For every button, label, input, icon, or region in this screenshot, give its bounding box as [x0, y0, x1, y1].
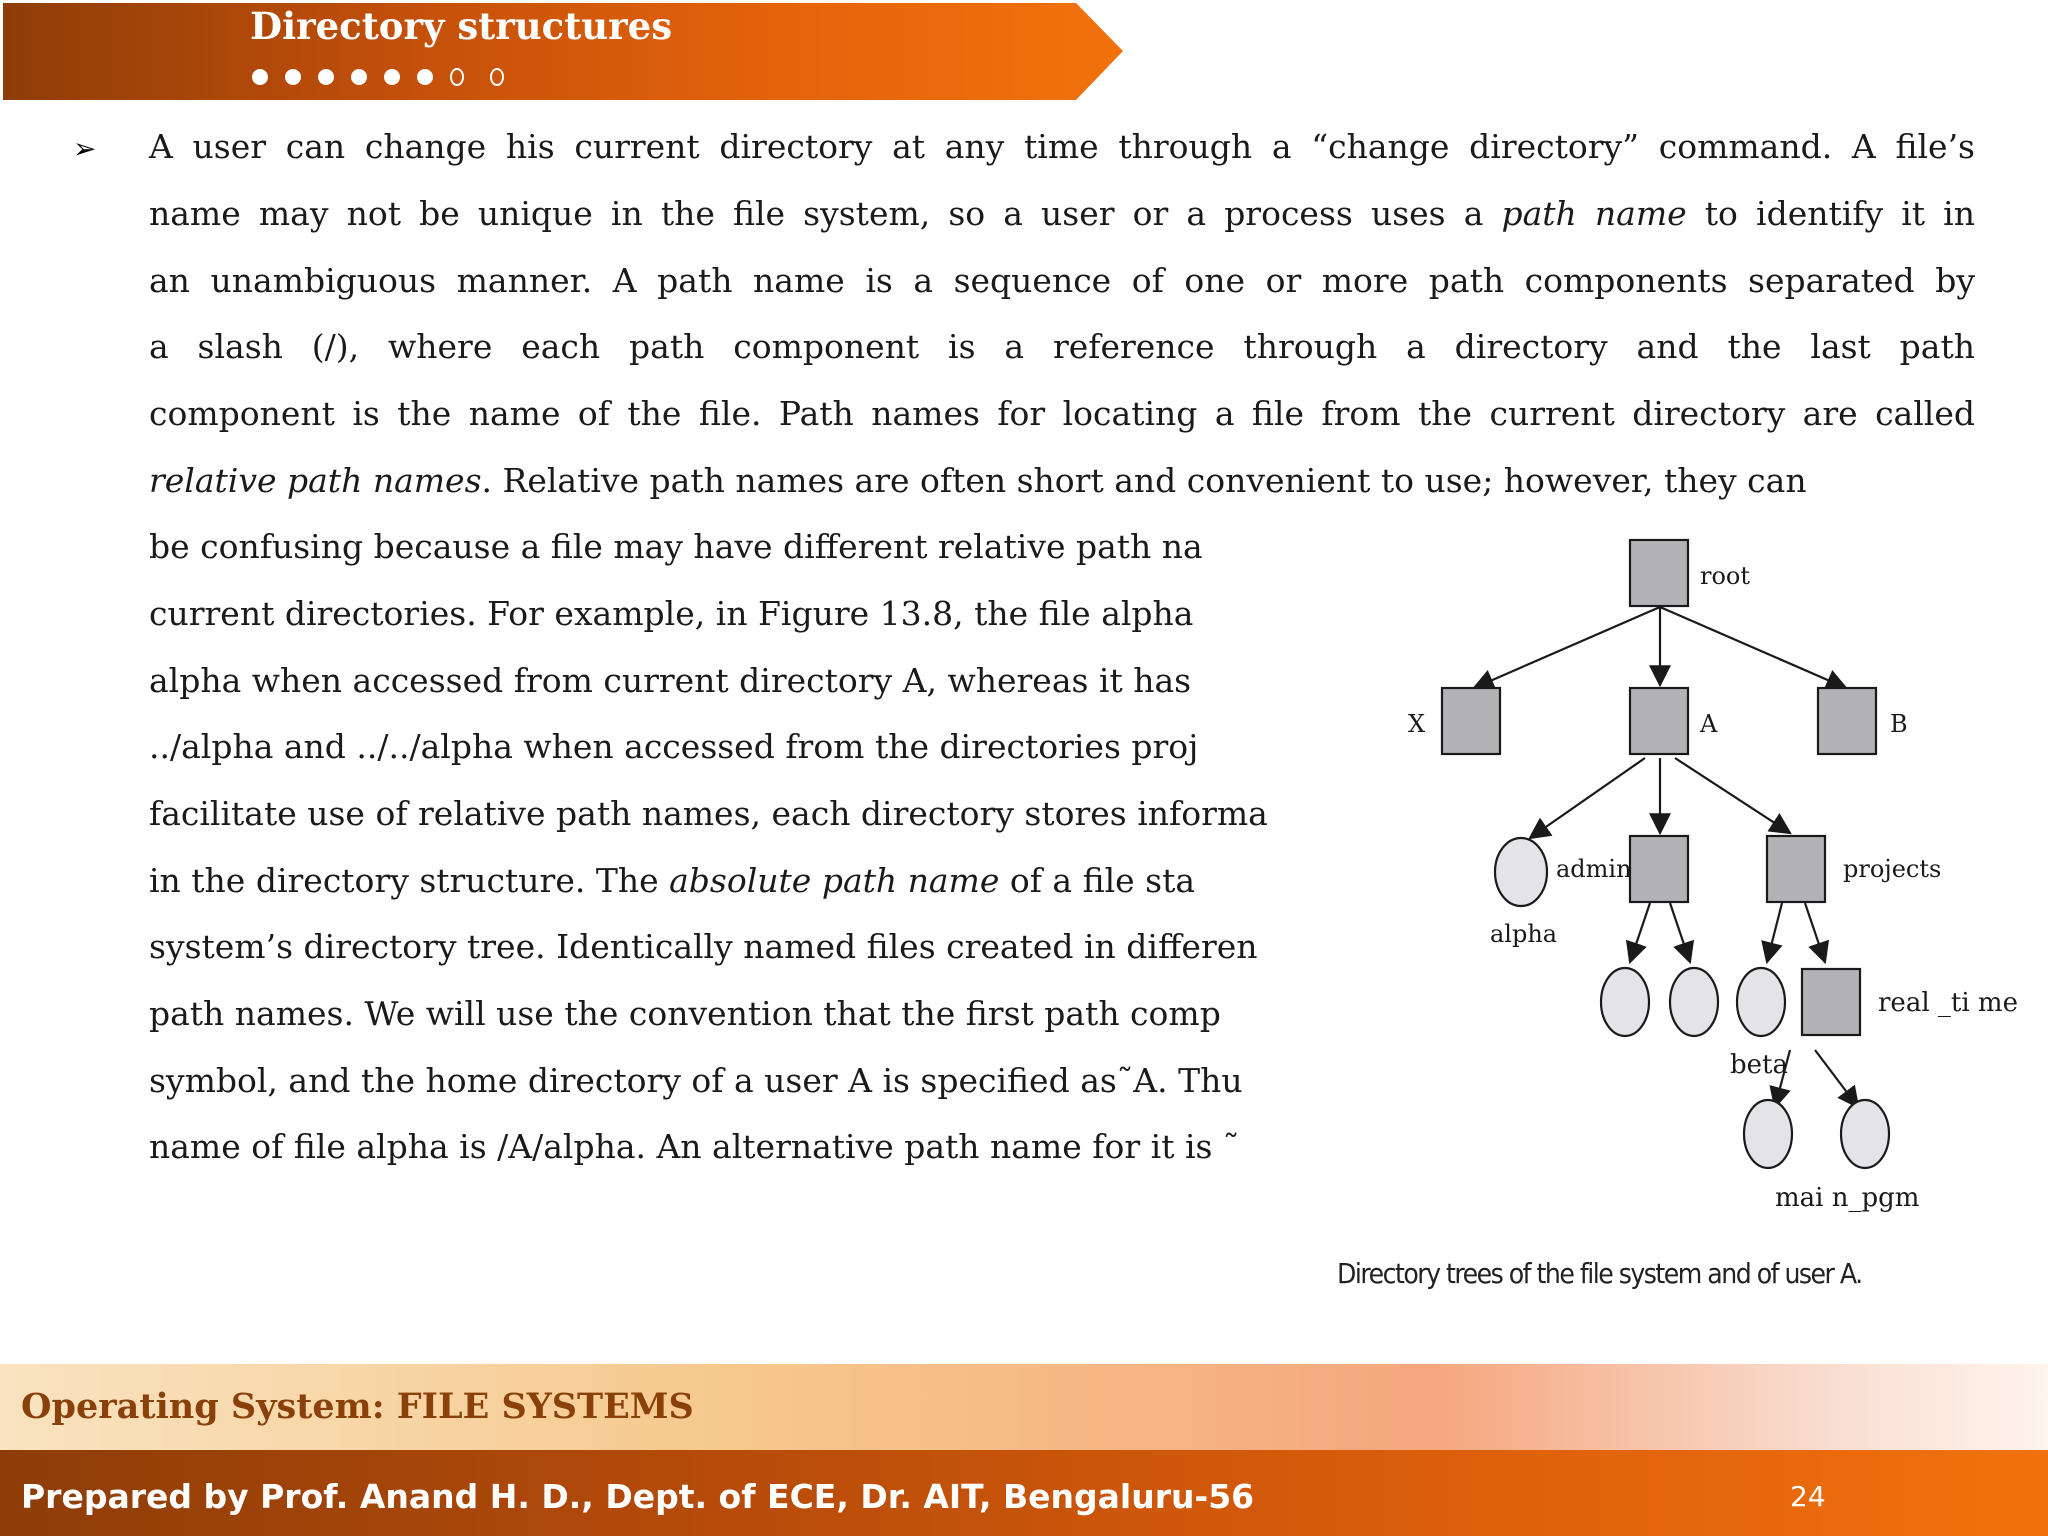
label-main-pgm: mai n_pgm	[1775, 1183, 1920, 1213]
edge-a-alpha	[1530, 758, 1645, 838]
text-run: ../alpha and ../../alpha when accessed from the directories proj	[149, 727, 1199, 766]
label-a: A	[1700, 710, 1718, 738]
edge-root-x	[1474, 607, 1660, 688]
node-admin-leaf-2	[1670, 968, 1718, 1036]
progress-dot-filled	[285, 69, 301, 85]
edge-projects-beta	[1767, 903, 1782, 962]
paragraph-line-4	[149, 327, 1975, 366]
edge-a-projects	[1675, 758, 1790, 833]
paragraph-line-10	[149, 727, 1329, 766]
node-alpha-circle	[1495, 838, 1547, 906]
progress-dot-hollow	[450, 68, 464, 86]
paragraph-line-5	[149, 394, 1975, 433]
paragraph-line-1	[149, 127, 1975, 166]
emphasis-path-name: path name	[1501, 194, 1687, 233]
node-realtime-box	[1802, 969, 1860, 1035]
text-run: alpha when accessed from current directory A, whereas it has	[149, 661, 1192, 700]
progress-dot-filled	[417, 69, 433, 85]
paragraph-line-14	[149, 994, 1329, 1033]
edge-admin-leaf1	[1630, 903, 1650, 962]
text-run: to identify it in	[1686, 194, 1975, 233]
label-root: root	[1700, 562, 1751, 590]
label-real-time: real _ti me	[1878, 988, 2018, 1018]
label-projects: projects	[1843, 855, 1942, 883]
node-admin-box	[1630, 836, 1688, 902]
paragraph-line-13	[149, 927, 1329, 966]
label-b: B	[1890, 710, 1908, 738]
text-run: component is the name of the file. Path names for locating a file from the current directory are called	[149, 394, 1975, 433]
edge-projects-realtime	[1805, 903, 1825, 962]
paragraph-line-2	[149, 194, 1975, 233]
slide-progress-dots	[252, 62, 530, 92]
label-beta: beta	[1730, 1050, 1788, 1080]
text-run: a slash (/), where each path component is a reference through a directory and the last path	[149, 327, 1975, 366]
text-run: in the directory structure. The	[149, 861, 670, 900]
prepared-by-credit: Prepared by Prof. Anand H. D., Dept. of ECE, Dr. AIT, Bengaluru-56	[21, 1477, 1255, 1516]
text-run: of a file sta	[999, 861, 1196, 900]
figure-caption: Directory trees of the file system and of user A.	[1337, 1257, 1862, 1290]
progress-dot-hollow	[490, 68, 504, 86]
text-run: system’s directory tree. Identically named files created in differen	[149, 927, 1258, 966]
progress-dot-filled	[318, 69, 334, 85]
text-run: A user can change his current directory at any time through a “change directory” command. A file’s	[149, 127, 1975, 166]
node-main-pgm-circle	[1744, 1100, 1792, 1168]
node-realtime-leaf	[1841, 1100, 1889, 1168]
label-alpha: alpha	[1490, 920, 1558, 948]
text-run: be confusing because a file may have different relative path na	[149, 527, 1203, 566]
text-run: name may not be unique in the file system, so a user or a process uses a	[149, 194, 1502, 233]
emphasis-relative-path-names: relative path names	[149, 461, 482, 500]
node-projects-box	[1767, 836, 1825, 902]
text-run: symbol, and the home directory of a user A is specified as˜A. Thu	[149, 1061, 1243, 1100]
course-title: Operating System: FILE SYSTEMS	[21, 1386, 694, 1427]
bullet-arrow-icon: ➢	[73, 132, 97, 165]
paragraph-line-7	[149, 527, 1329, 566]
node-admin-leaf-1	[1601, 968, 1649, 1036]
edge-root-b	[1660, 607, 1846, 688]
progress-dot-filled	[252, 69, 268, 85]
paragraph-line-11	[149, 794, 1329, 833]
paragraph-line-8	[149, 594, 1329, 633]
edge-realtime-leaf	[1815, 1050, 1858, 1107]
progress-dot-filled	[351, 69, 367, 85]
node-b-box	[1818, 688, 1876, 754]
text-run: current directories. For example, in Figure 13.8, the file alpha	[149, 594, 1194, 633]
node-a-box	[1630, 688, 1688, 754]
node-root-box	[1630, 540, 1688, 606]
tree-nodes	[1442, 540, 1889, 1168]
directory-tree-figure	[1320, 520, 2040, 1300]
progress-dot-filled	[384, 69, 400, 85]
edge-admin-leaf2	[1670, 903, 1690, 962]
label-x: X	[1408, 710, 1426, 738]
emphasis-absolute-path-name: absolute path name	[669, 861, 1000, 900]
directory-tree-diagram	[1320, 520, 2040, 1300]
text-run: . Relative path names are often short and convenient to use; however, they can	[481, 461, 1807, 500]
slide-title: Directory structures	[250, 4, 673, 48]
paragraph-line-9	[149, 661, 1329, 700]
paragraph-line-15	[149, 1061, 1329, 1100]
node-beta-circle	[1737, 968, 1785, 1036]
text-run: an unambiguous manner. A path name is a sequence of one or more path components separated by	[149, 261, 1975, 300]
paragraph-line-12	[149, 861, 1329, 900]
paragraph-line-6-left	[149, 461, 1807, 500]
paragraph-line-3	[149, 261, 1975, 300]
node-x-box	[1442, 688, 1500, 754]
text-run: name of file alpha is /A/alpha. An alternative path name for it is ˜	[149, 1127, 1240, 1166]
label-admin: admin	[1556, 855, 1632, 883]
text-run: path names. We will use the convention that the first path comp	[149, 994, 1221, 1033]
text-run: facilitate use of relative path names, each directory stores informa	[149, 794, 1268, 833]
page-number: 24	[1790, 1480, 1826, 1513]
paragraph-line-16	[149, 1127, 1329, 1166]
